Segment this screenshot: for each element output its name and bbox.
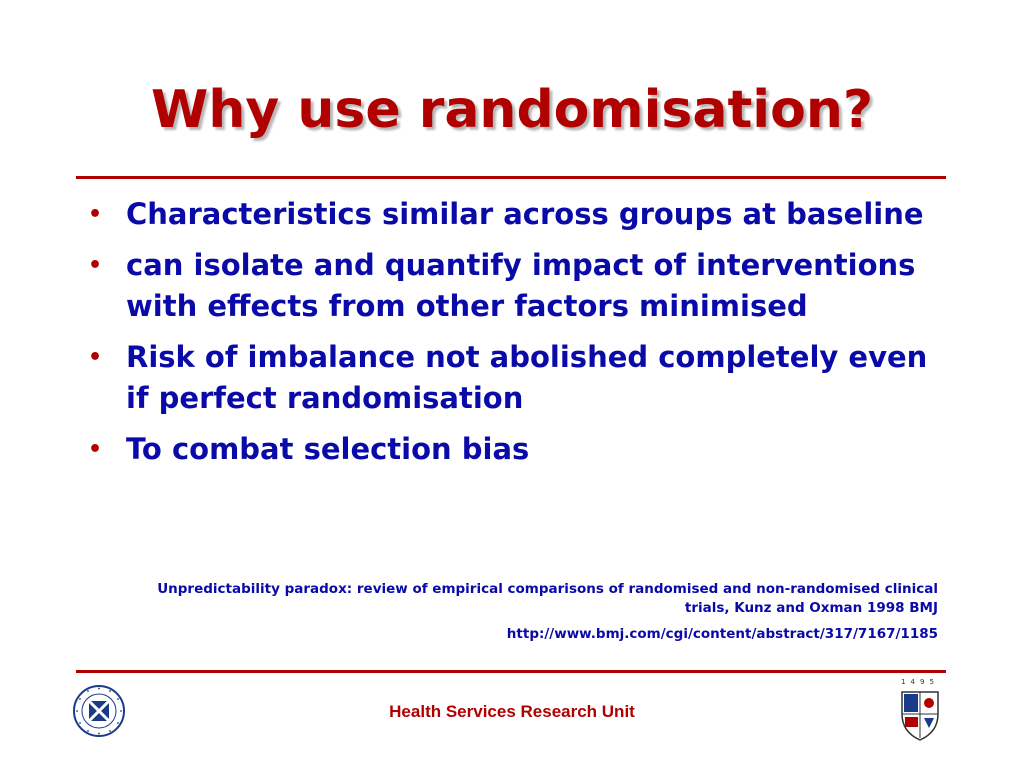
crest-year-text: 1495 xyxy=(901,678,939,686)
bullet-text: To combat selection bias xyxy=(126,432,530,466)
bullet-item xyxy=(88,245,948,327)
bullet-text: Characteristics similar across groups at baseline xyxy=(126,197,924,231)
bullet-dot-icon: • xyxy=(88,202,103,227)
slide-title: Why use randomisation? xyxy=(150,80,874,140)
bullet-list xyxy=(88,194,948,480)
bullet-dot-icon: • xyxy=(88,437,103,462)
bullet-item xyxy=(88,337,948,419)
bullet-dot-icon: • xyxy=(88,345,103,370)
bullet-item xyxy=(88,429,948,470)
reference-url[interactable]: http://www.bmj.com/cgi/content/abstract/317/7167/1185 xyxy=(506,626,938,642)
university-crest-icon xyxy=(898,680,942,742)
top-divider xyxy=(76,176,946,179)
bottom-divider xyxy=(76,670,946,673)
bullet-dot-icon: • xyxy=(88,253,103,278)
footer-unit-name: Health Services Research Unit xyxy=(389,702,635,721)
bullet-item xyxy=(88,194,948,235)
reference-citation: Unpredictability paradox: review of empirical comparisons of randomised and non-randomised clinical trials, Kunz and Oxman 1998 BMJ xyxy=(157,581,938,616)
bullet-text: can isolate and quantify impact of interventions with effects from other factors minimised xyxy=(126,248,916,323)
bullet-text: Risk of imbalance not abolished completely even if perfect randomisation xyxy=(126,340,928,415)
